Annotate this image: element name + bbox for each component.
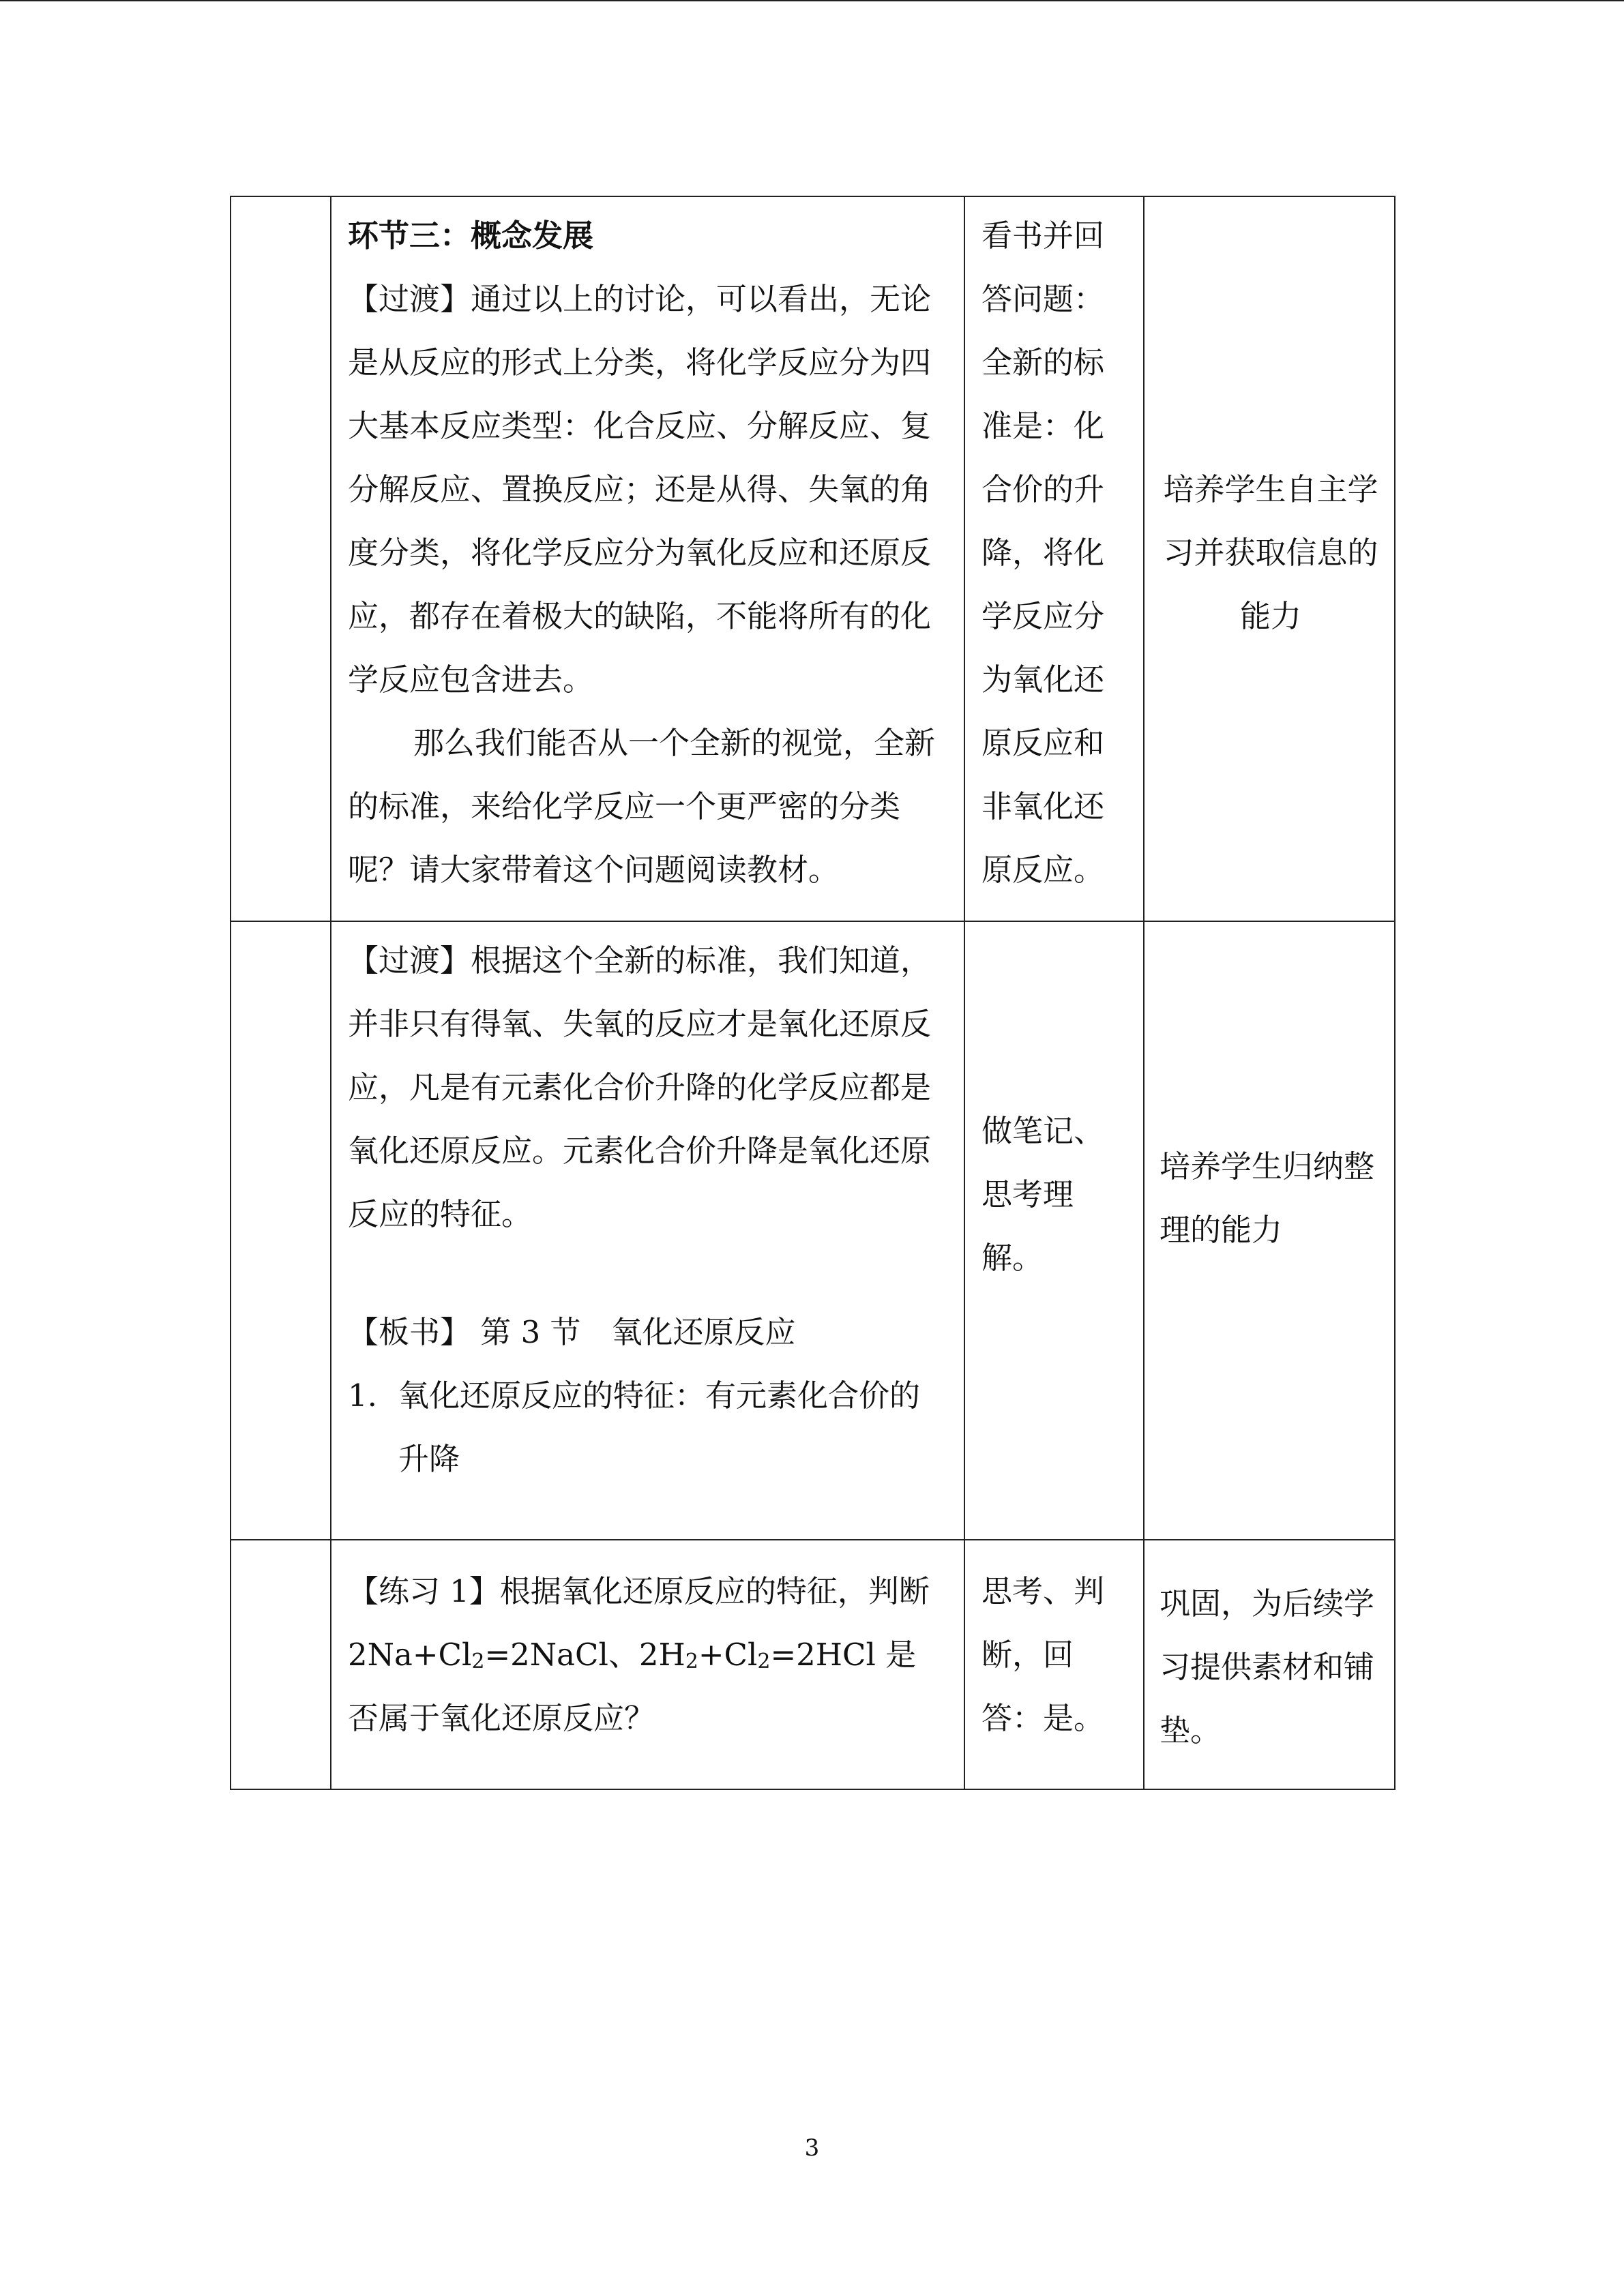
table-row [231,196,1395,921]
design-intent-text: 巩固，为后续学习提供素材和铺垫。 [1160,1585,1375,1748]
student-activity-text: 看书并回答问题：全新的标准是：化合价的升降，将化学反应分为氧化还原反应和非氧化还原反应。 [981,218,1105,888]
table-row [231,921,1395,1540]
transition-paragraph: 【过渡】通过以上的讨论，可以看出，无论是从反应的形式上分类，将化学反应分为四大基本反应类型：化合反应、分解反应、复分解反应、置换反应；还是从得、失氧的角度分类，将化学反应分为氧化反应和还原反应，都存在着极大的缺陷，不能将所有的化学反应包含进去。 [348,281,932,698]
student-activity-cell [964,196,1144,921]
transition-paragraph: 【过渡】根据这个全新的标准，我们知道，并非只有得氧、失氧的反应才是氧化还原反应，凡是有元素化合价升降的化学反应都是氧化还原反应。元素化合价升降是氧化还原反应的特征。 [348,942,932,1232]
section-heading: 环节三：概念发展 [348,218,594,254]
blank-cell [231,921,331,1540]
design-intent-cell [1144,196,1395,921]
design-intent-cell [1144,921,1395,1540]
blank-cell [231,196,331,921]
student-activity-cell [964,921,1144,1540]
design-intent-text: 培养学生归纳整理的能力 [1160,1148,1375,1248]
lesson-plan-table [230,196,1396,1790]
teaching-content-cell [331,1540,964,1789]
blank-cell [231,1540,331,1789]
student-activity-text: 思考、判断，回答：是。 [981,1573,1105,1736]
student-activity-text: 做笔记、思考理解。 [981,1113,1105,1276]
table-row [231,1540,1395,1789]
list-number: 1. [348,1377,377,1414]
design-intent-text: 培养学生自主学习并获取信息的能力 [1163,471,1378,634]
list-item [348,1364,936,1491]
page-number: 3 [804,2134,820,2162]
exercise-text: 【练习 1】根据氧化还原反应的特征，判断 $2Na+Cl_2=2NaCl$、$2H_2+Cl_2=2HCl$ 是否属于氧化还原反应？ [348,1573,930,1736]
teaching-content-cell [331,196,964,921]
design-intent-cell [1144,1540,1395,1789]
top-border [0,0,1624,1]
student-activity-cell [964,1540,1144,1789]
question-paragraph: 那么我们能否从一个全新的视觉，全新的标准，来给化学反应一个更严密的分类呢？请大家带着这个问题阅读教材。 [348,725,936,888]
board-writing: 【板书】 第 3 节 氧化还原反应 [348,1314,796,1350]
teaching-content-cell [331,921,964,1540]
list-item-text: 氧化还原反应的特征：有元素化合价的升降 [398,1377,921,1477]
